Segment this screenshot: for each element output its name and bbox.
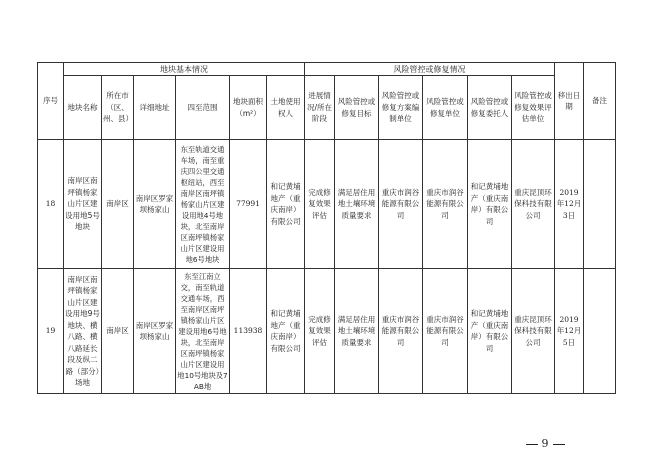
cell-plot-name: 南岸区南坪镇杨家山片区建设用地9号地块、横八路、横八路延长段及纵二路（部分）场地 (64, 269, 102, 394)
cell-area: 113938 (230, 269, 267, 394)
header-boundary: 四至范围 (176, 76, 230, 140)
header-group-row (38, 63, 616, 76)
cell-serial: 18 (38, 140, 64, 269)
header-column-row (38, 76, 616, 140)
cell-client: 和记黄埔地产（重庆南岸）有限公司 (468, 140, 512, 269)
cell-transfer-date: 2019年12月3日 (555, 140, 584, 269)
page-number-dash-left (526, 444, 538, 445)
cell-target: 满足居住用地土壤环境质量要求 (335, 269, 379, 394)
cell-plot-name: 南岸区南坪镇杨家山片区建设用地5号地块 (64, 140, 102, 269)
header-remark: 备注 (584, 63, 616, 140)
cell-area: 77991 (230, 140, 267, 269)
cell-plan-unit: 重庆市润谷能源有限公司 (379, 140, 423, 269)
header-exec-unit: 风险管控或修复单位 (423, 76, 468, 140)
header-eval-unit: 风险管控或修复效果评估单位 (512, 76, 555, 140)
contaminated-site-table (37, 62, 616, 394)
header-area: 地块面积（m²） (230, 76, 267, 140)
cell-district: 南岸区 (102, 269, 134, 394)
cell-serial: 19 (38, 269, 64, 394)
cell-remark (584, 140, 616, 269)
cell-remark (584, 269, 616, 394)
cell-eval-unit: 重庆昆顶环保科技有限公司 (512, 140, 555, 269)
cell-boundary: 东至江南立交，南至轨道交通车场，西至南岸区南坪镇杨家山片区建设用地6号地块，北至南岸区南坪镇杨家山片区建设用地10号地块及7AB地 (176, 269, 230, 394)
cell-stage: 完成修复效果评估 (305, 269, 335, 394)
header-district: 所在市（区、州、县） (102, 76, 134, 140)
header-target: 风险管控或修复目标 (335, 76, 379, 140)
cell-exec-unit: 重庆市润谷能源有限公司 (423, 269, 468, 394)
cell-client: 和记黄埔地产（重庆南岸）有限公司 (468, 269, 512, 394)
header-stage: 进展情况/所在阶段 (305, 76, 335, 140)
cell-owner: 和记黄埔地产（重庆南岸）有限公司 (267, 140, 305, 269)
cell-eval-unit: 重庆昆顶环保科技有限公司 (512, 269, 555, 394)
cell-stage: 完成修复效果评估 (305, 140, 335, 269)
cell-owner: 和记黄埔地产（重庆南岸）有限公司 (267, 269, 305, 394)
cell-district: 南岸区 (102, 140, 134, 269)
cell-boundary: 东至轨道交通车场，南至重庆四公里交通枢纽站，西至南岸区南坪镇杨家山片区建设用地4号地块，北至南岸区南坪镇杨家山片区建设用地6号地块 (176, 140, 230, 269)
header-owner: 土地使用权人 (267, 76, 305, 140)
page-number-dash-right (553, 444, 565, 445)
cell-exec-unit: 重庆市润谷能源有限公司 (423, 140, 468, 269)
cell-transfer-date: 2019年12月5日 (555, 269, 584, 394)
header-address: 详细地址 (134, 76, 176, 140)
header-client: 风险管控或修复委托人 (468, 76, 512, 140)
header-transfer-date: 移出日期 (555, 63, 584, 140)
header-group-risk: 风险管控或修复情况 (305, 63, 555, 76)
header-serial: 序号 (38, 63, 64, 140)
header-plan-unit: 风险管控或修复方案编制单位 (379, 76, 423, 140)
cell-target: 满足居住用地土壤环境质量要求 (335, 140, 379, 269)
cell-address: 南岸区罗家坝杨家山 (134, 140, 176, 269)
cell-plan-unit: 重庆市润谷能源有限公司 (379, 269, 423, 394)
header-group-basic: 地块基本情况 (64, 63, 305, 76)
page-number-value: 9 (541, 437, 549, 450)
table-row (38, 269, 616, 394)
table-row (38, 140, 616, 269)
page-number (510, 437, 580, 450)
cell-address: 南岸区罗家坝杨家山 (134, 269, 176, 394)
header-plot-name: 地块名称 (64, 76, 102, 140)
